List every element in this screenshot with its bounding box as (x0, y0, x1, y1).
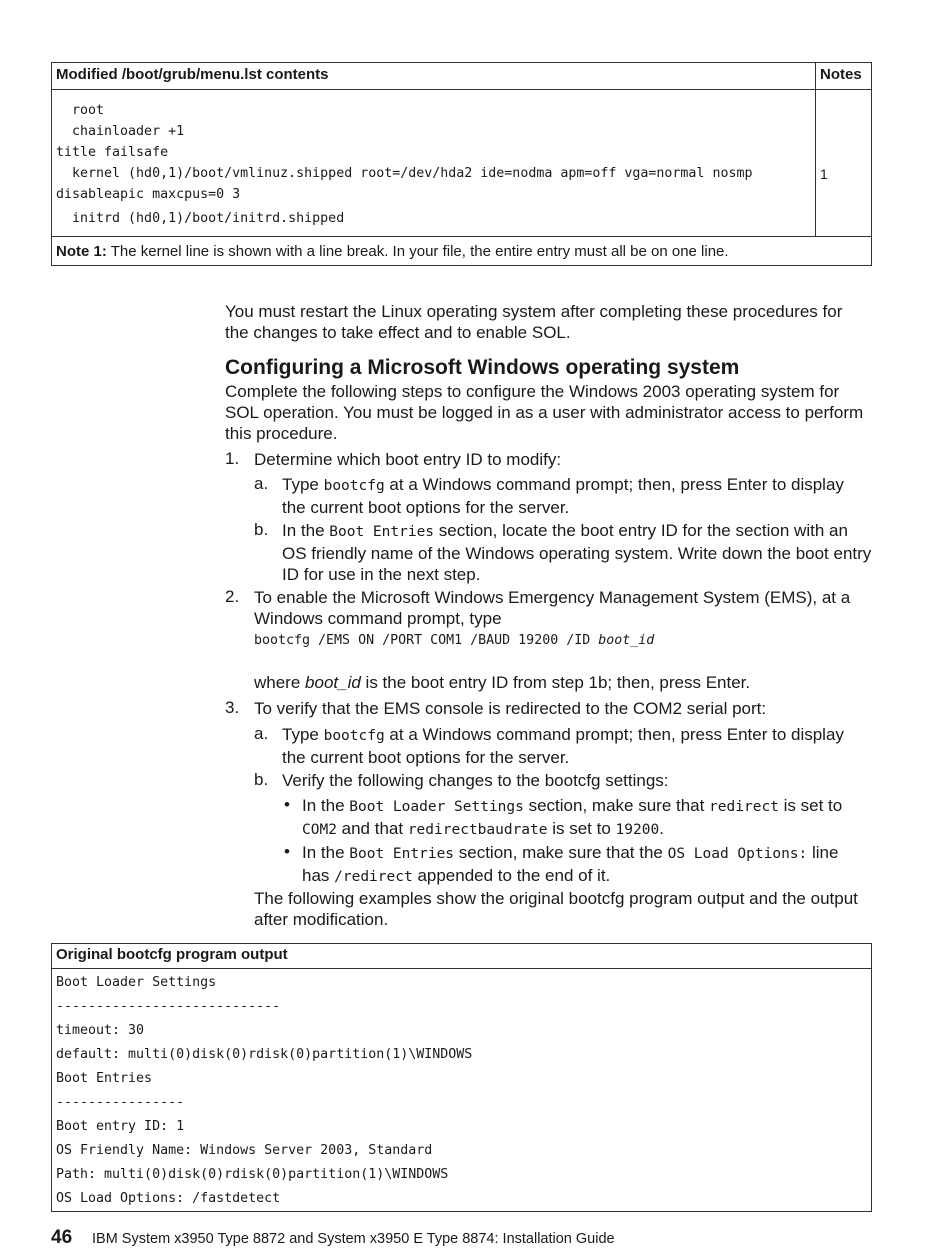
step3a-text: Type bootcfg at a Windows command prompt; then, press Enter to display the current boot options for the server. (282, 725, 844, 767)
code-line: root (56, 103, 105, 118)
note-marker: 1 (820, 166, 828, 182)
footnote-text: The kernel line is shown with a line break. In your file, the entire entry must all be on one line. (106, 243, 729, 260)
substep-label: b. (254, 770, 269, 789)
table-header-row (52, 944, 871, 969)
grub-code-cell (52, 90, 815, 236)
code-line: OS Friendly Name: Windows Server 2003, Standard (56, 1143, 433, 1158)
column-header-contents: Modified /boot/grub/menu.lst contents (56, 66, 329, 83)
ems-command: bootcfg /EMS ON /PORT COM1 /BAUD 19200 /ID boot_id (254, 633, 655, 648)
bootcfg-output-table (51, 943, 872, 1212)
step2-text: To enable the Microsoft Windows Emergency Management System (EMS), at a Windows command prompt, type (254, 588, 851, 628)
bullet-icon: • (284, 795, 290, 814)
code-line: ---------------- (56, 1095, 185, 1110)
intro-paragraph: Complete the following steps to configure the Windows 2003 operating system for SOL operation. You must be logged in as a user with administrator access to perform this procedure. (225, 382, 864, 443)
code-line: kernel (hd0,1)/boot/vmlinuz.shipped root=/dev/hda2 ide=nodma apm=off vga=normal nosmp (56, 166, 753, 181)
restart-paragraph: You must restart the Linux operating system after completing these procedures for the changes to take effect and to enable SOL. (225, 302, 843, 342)
code-line: title failsafe (56, 145, 169, 160)
table-header-row (52, 63, 871, 90)
column-header-notes: Notes (820, 66, 862, 83)
code-line: disableapic maxcpus=0 3 (56, 187, 241, 202)
code-line: Boot Entries (56, 1071, 153, 1086)
substep-label: a. (254, 724, 269, 743)
column-divider (815, 63, 816, 236)
substep-label: a. (254, 474, 269, 493)
code-line: Boot entry ID: 1 (56, 1119, 185, 1134)
step2-where-text: where boot_id is the boot entry ID from step 1b; then, press Enter. (254, 673, 751, 692)
code-line: Boot Loader Settings (56, 975, 217, 990)
code-line: timeout: 30 (56, 1023, 145, 1038)
bullet1-text: In the Boot Loader Settings section, make sure that redirect is set to COM2 and that redirectbaudrate is set to 19200. (302, 796, 843, 838)
code-line: Path: multi(0)disk(0)rdisk(0)partition(1)\WINDOWS (56, 1167, 449, 1182)
substep-label: b. (254, 520, 269, 539)
footnote-label: Note 1: (56, 243, 107, 260)
code-line: OS Load Options: /fastdetect (56, 1191, 281, 1206)
column-header: Original bootcfg program output (56, 946, 288, 963)
code-line: default: multi(0)disk(0)rdisk(0)partition(1)\WINDOWS (56, 1047, 473, 1062)
code-line: chainloader +1 (56, 124, 185, 139)
bullet-icon: • (284, 842, 290, 861)
step1b-text: In the Boot Entries section, locate the boot entry ID for the section with an OS friendly name of the Windows operating system. Write down the boot entry ID for use in the next step. (282, 521, 872, 584)
grub-menu-table (51, 62, 872, 266)
step3b-text: Verify the following changes to the bootcfg settings: (282, 771, 669, 790)
code-line: ---------------------------- (56, 999, 281, 1014)
step1-text: Determine which boot entry ID to modify: (254, 450, 562, 469)
section-heading: Configuring a Microsoft Windows operating system (225, 356, 740, 379)
step-number: 3. (225, 698, 240, 717)
step-number: 1. (225, 449, 240, 468)
bullet2-text: In the Boot Entries section, make sure that the OS Load Options: line has /redirect appended to the end of it. (302, 843, 839, 885)
examples-paragraph: The following examples show the original bootcfg program output and the output after modification. (254, 889, 858, 929)
code-line: initrd (hd0,1)/boot/initrd.shipped (56, 211, 345, 226)
step3-text: To verify that the EMS console is redirected to the COM2 serial port: (254, 699, 767, 718)
running-footer-title: IBM System x3950 Type 8872 and System x3950 E Type 8874: Installation Guide (92, 1231, 615, 1247)
step-number: 2. (225, 587, 240, 606)
page-number: 46 (51, 1227, 73, 1248)
step1a-text: Type bootcfg at a Windows command prompt; then, press Enter to display the current boot options for the server. (282, 475, 844, 517)
table-footnote (52, 236, 871, 266)
